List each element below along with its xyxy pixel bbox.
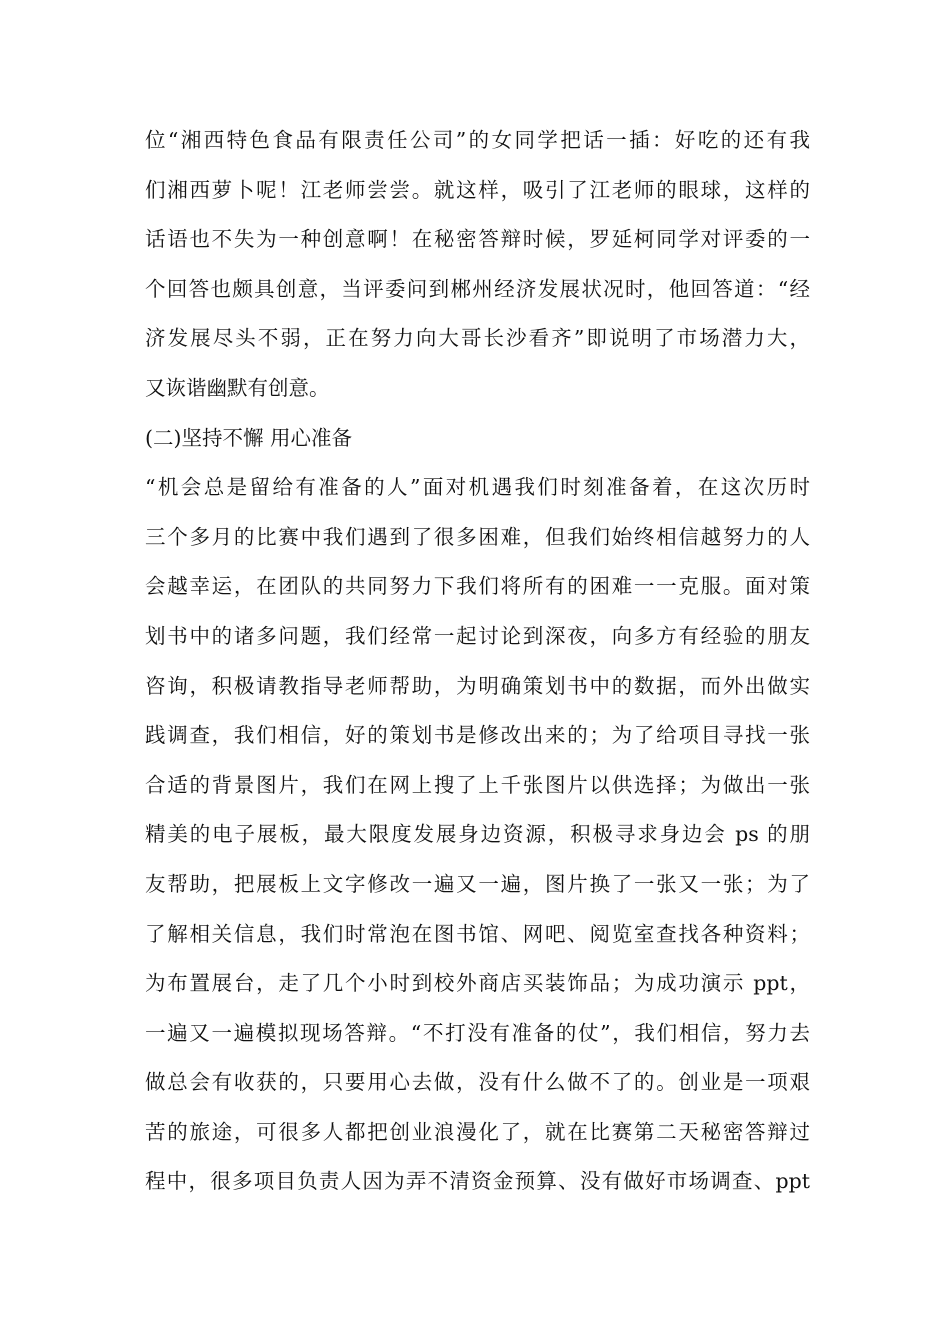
section-heading: (二)坚持不懈 用心准备: [145, 425, 353, 450]
text-line: 咨询，积极请教指导老师帮助，为明确策划书中的数据，而外出做实: [145, 673, 810, 698]
text-line: 合适的背景图片，我们在网上搜了上千张图片以供选择；为做出一张: [145, 772, 810, 797]
text-line: 一遍又一遍模拟现场答辩。“不打没有准备的仗”，我们相信，努力去: [145, 1020, 810, 1045]
text-line: 又诙谐幽默有创意。: [145, 375, 330, 400]
text-line: 友帮助，把展板上文字修改一遍又一遍，图片换了一张又一张；为了: [145, 871, 810, 896]
text-line: 个回答也颇具创意，当评委问到郴州经济发展状况时，他回答道：“经: [145, 276, 810, 301]
text-line: 为布置展台，走了几个小时到校外商店买装饰品；为成功演示 ppt，: [145, 971, 810, 996]
text-line: 做总会有收获的，只要用心去做，没有什么做不了的。创业是一项艰: [145, 1070, 810, 1095]
text-line: 济发展尽头不弱，正在努力向大哥长沙看齐”即说明了市场潜力大，: [145, 326, 810, 351]
text-line: 三个多月的比赛中我们遇到了很多困难，但我们始终相信越努力的人: [145, 524, 810, 549]
text-line: 践调查，我们相信，好的策划书是修改出来的；为了给项目寻找一张: [145, 723, 810, 748]
text-line: 们湘西萝卜呢！江老师尝尝。就这样，吸引了江老师的眼球，这样的: [145, 177, 810, 202]
text-line: 苦的旅途，可很多人都把创业浪漫化了，就在比赛第二天秘密答辩过: [145, 1119, 810, 1144]
body-text: [145, 116, 810, 1207]
text-line: 位“湘西特色食品有限责任公司”的女同学把话一插：好吃的还有我: [145, 128, 810, 152]
text-line: 程中，很多项目负责人因为弄不清资金预算、没有做好市场调查、ppt: [145, 1169, 810, 1194]
text-line: 了解相关信息，我们时常泡在图书馆、网吧、阅览室查找各种资料；: [145, 921, 810, 946]
text-line: 划书中的诸多问题，我们经常一起讨论到深夜，向多方有经验的朋友: [145, 623, 810, 648]
text-line: “机会总是留给有准备的人”面对机遇我们时刻准备着，在这次历时: [145, 475, 810, 500]
text-line: 话语也不失为一种创意啊！在秘密答辩时候，罗延柯同学对评委的一: [145, 227, 810, 252]
text-line: 会越幸运，在团队的共同努力下我们将所有的困难一一克服。面对策: [145, 574, 810, 599]
text-line: 精美的电子展板，最大限度发展身边资源，积极寻求身边会 ps 的朋: [145, 822, 810, 847]
